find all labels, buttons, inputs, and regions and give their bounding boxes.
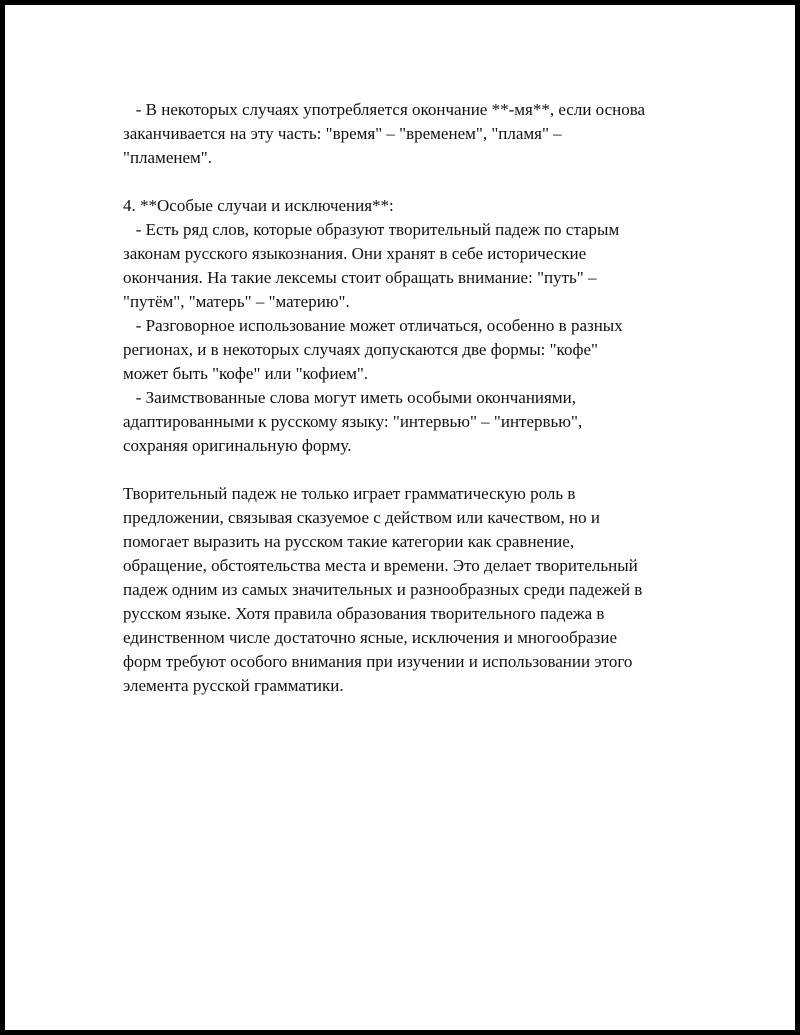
text-line: обращение, обстоятельства места и времени. Это делает творительный (123, 556, 638, 575)
text-line: падеж одним из самых значительных и разнообразных среди падежей в (123, 580, 643, 599)
text-line: единственном числе достаточно ясные, исключения и многообразие (123, 628, 618, 647)
text-line: русском языке. Хотя правила образования творительного падежа в (123, 604, 605, 623)
list-continuation-item (123, 98, 703, 170)
text-line: "путём", "матерь" – "материю". (123, 292, 350, 311)
text-line: форм требуют особого внимания при изучении и использовании этого (123, 652, 633, 671)
text-line: - Заимствованные слова могут иметь особыми окончаниями, (123, 388, 576, 407)
conclusion-paragraph (123, 482, 703, 698)
section-4 (123, 194, 703, 458)
text-line: элемента русской грамматики. (123, 676, 344, 695)
text-line: может быть "кофе" или "кофием". (123, 364, 369, 383)
text-line: - В некоторых случаях употребляется окончание **-мя**, если основа (123, 100, 646, 119)
text-line: - Есть ряд слов, которые образуют творительный падеж по старым (123, 220, 620, 239)
text-line: Творительный падеж не только играет грамматическую роль в (123, 484, 576, 503)
text-line: "пламенем". (123, 148, 212, 167)
text-line: заканчивается на эту часть: "время" – "временем", "пламя" – (123, 124, 562, 143)
paragraph-spacer (123, 170, 703, 194)
text-line: законам русского языкознания. Они хранят в себе исторические (123, 244, 587, 263)
paragraph-spacer (123, 458, 703, 482)
text-line: - Разговорное использование может отличаться, особенно в разных (123, 316, 623, 335)
document-body (123, 98, 703, 698)
text-line: окончания. На такие лексемы стоит обращать внимание: "путь" – (123, 268, 597, 287)
text-line: помогает выразить на русском такие категории как сравнение, (123, 532, 575, 551)
text-line: предложении, связывая сказуемое с действом или качеством, но и (123, 508, 600, 527)
text-line: сохраняя оригинальную форму. (123, 436, 352, 455)
section-heading: 4. **Особые случаи и исключения**: (123, 196, 394, 215)
list-item (123, 386, 703, 458)
list-item (123, 314, 703, 386)
text-line: регионах, и в некоторых случаях допускаются две формы: "кофе" (123, 340, 598, 359)
list-item (123, 218, 703, 314)
text-line: адаптированными к русскому языку: "интервью" – "интервью", (123, 412, 583, 431)
